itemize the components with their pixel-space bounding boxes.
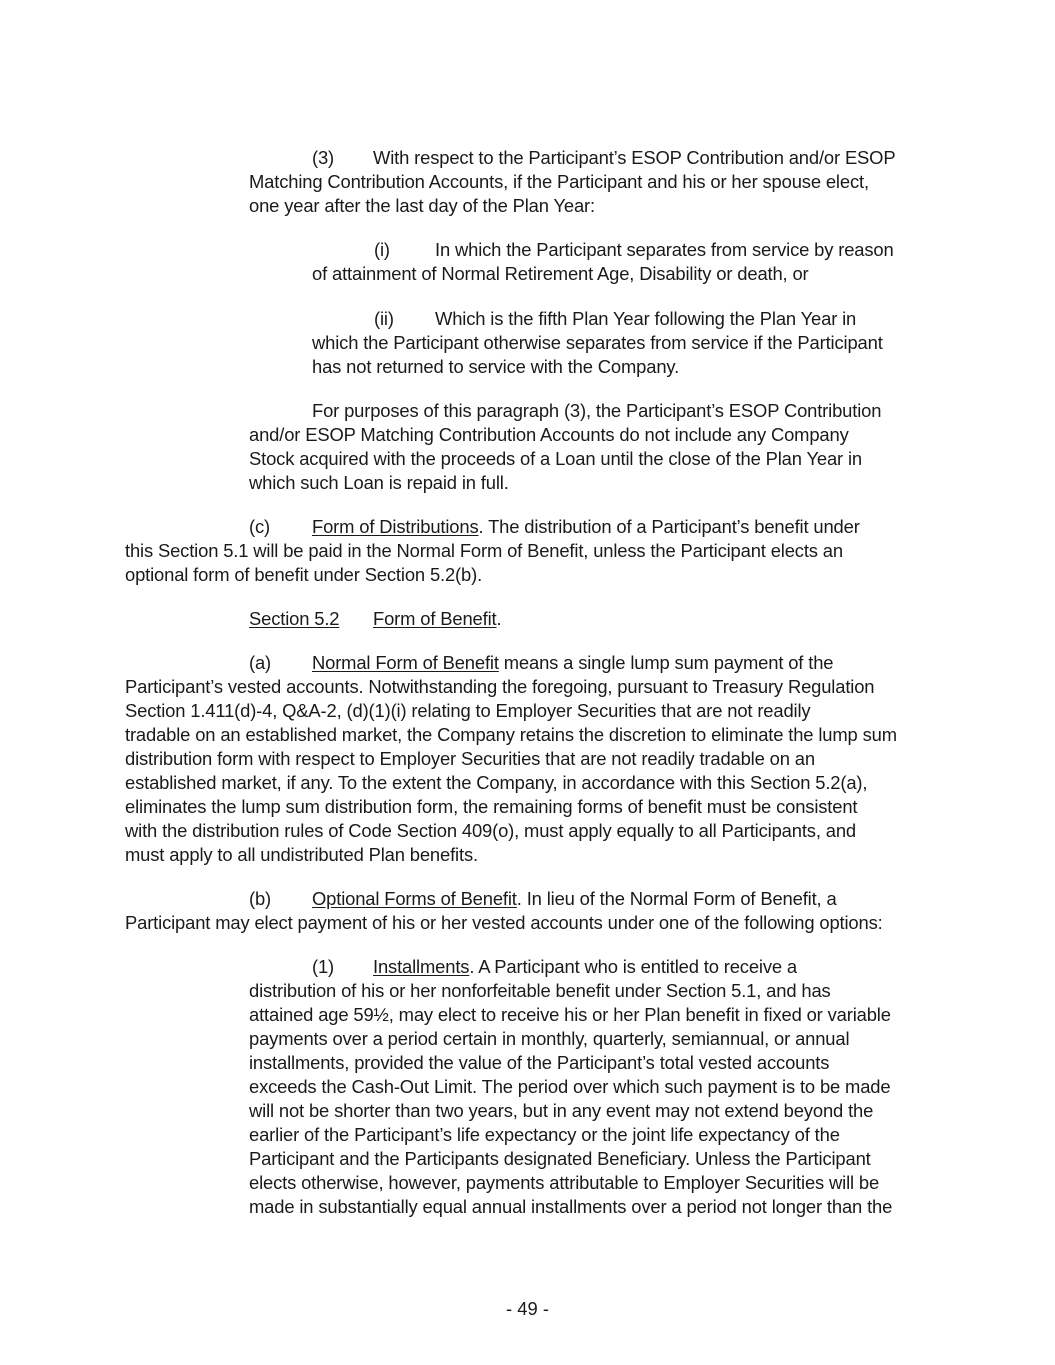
text-line: . The distribution of a Participant’s benefit under [478,516,860,537]
section-title-period: . [496,608,502,629]
page-number: - 49 - [506,1298,549,1320]
text-line: Participant’s vested accounts. Notwithstanding the foregoing, pursuant to Treasury Regulation [125,676,875,697]
text-line: attained age 59½, may elect to receive his or her Plan benefit in fixed or variable [249,1004,891,1025]
text-line: distribution of his or her nonforfeitable benefit under Section 5.1, and has [249,980,831,1001]
text-line: exceeds the Cash-Out Limit. The period over which such payment is to be made [249,1076,891,1097]
text-line: installments, provided the value of the Participant’s total vested accounts [249,1052,830,1073]
text-line: optional form of benefit under Section 5.2(b). [125,564,483,585]
text-line: elects otherwise, however, payments attributable to Employer Securities will be [249,1172,880,1193]
paragraph-number: (i) [374,239,390,260]
text-line: made in substantially equal annual installments over a period not longer than the [249,1196,893,1217]
paragraph-number: (b) [249,888,272,909]
text-line: In which the Participant separates from service by reason [435,239,894,260]
text-line: and/or ESOP Matching Contribution Accounts do not include any Company [249,424,849,445]
text-line: eliminates the lump sum distribution form, the remaining forms of benefit must be consistent [125,796,858,817]
paragraph-heading: Installments [373,956,470,977]
text-line: of attainment of Normal Retirement Age, Disability or death, or [312,263,809,284]
text-line: with the distribution rules of Code Section 409(o), must apply equally to all Participants, and [125,820,856,841]
section-title: Form of Benefit [373,608,497,629]
text-line: Matching Contribution Accounts, if the Participant and his or her spouse elect, [249,171,869,192]
text-line: established market, if any. To the extent the Company, in accordance with this Section 5.2(a), [125,772,868,793]
paragraph-number: (1) [312,956,335,977]
text-line: Which is the fifth Plan Year following the Plan Year in [435,308,857,329]
paragraph-number: (3) [312,147,335,168]
text-line: must apply to all undistributed Plan benefits. [125,844,478,865]
paragraph-heading: Normal Form of Benefit [312,652,499,673]
paragraph-number: (ii) [374,308,394,329]
text-line: payments over a period certain in monthly, quarterly, semiannual, or annual [249,1028,850,1049]
text-line: For purposes of this paragraph (3), the Participant’s ESOP Contribution [312,400,882,421]
text-line: one year after the last day of the Plan Year: [249,195,595,216]
text-line: has not returned to service with the Company. [312,356,680,377]
text-line: With respect to the Participant’s ESOP Contribution and/or ESOP [373,147,896,168]
text-line: . A Participant who is entitled to receive a [469,956,798,977]
paragraph-heading: Form of Distributions [312,516,479,537]
text-line: which such Loan is repaid in full. [249,472,509,493]
text-line: Stock acquired with the proceeds of a Loan until the close of the Plan Year in [249,448,862,469]
text-line: . In lieu of the Normal Form of Benefit, a [516,888,837,909]
paragraph-number: (a) [249,652,272,673]
text-line: which the Participant otherwise separates from service if the Participant [312,332,883,353]
text-line: Section 1.411(d)-4, Q&A-2, (d)(1)(i) relating to Employer Securities that are not readily [125,700,811,721]
text-line: distribution form with respect to Employer Securities that are not readily tradable on an [125,748,815,769]
text-line: means a single lump sum payment of the [498,652,834,673]
text-line: Participant may elect payment of his or her vested accounts under one of the following options: [125,912,883,933]
text-line: this Section 5.1 will be paid in the Normal Form of Benefit, unless the Participant elects an [125,540,843,561]
text-line: will not be shorter than two years, but in any event may not extend beyond the [249,1100,874,1121]
text-line: earlier of the Participant’s life expectancy or the joint life expectancy of the [249,1124,840,1145]
paragraph-heading: Optional Forms of Benefit [312,888,517,909]
text-line: tradable on an established market, the Company retains the discretion to eliminate the lump sum [125,724,897,745]
text-line: Participant and the Participants designated Beneficiary. Unless the Participant [249,1148,871,1169]
paragraph-number: (c) [249,516,270,537]
section-number: Section 5.2 [249,608,340,629]
